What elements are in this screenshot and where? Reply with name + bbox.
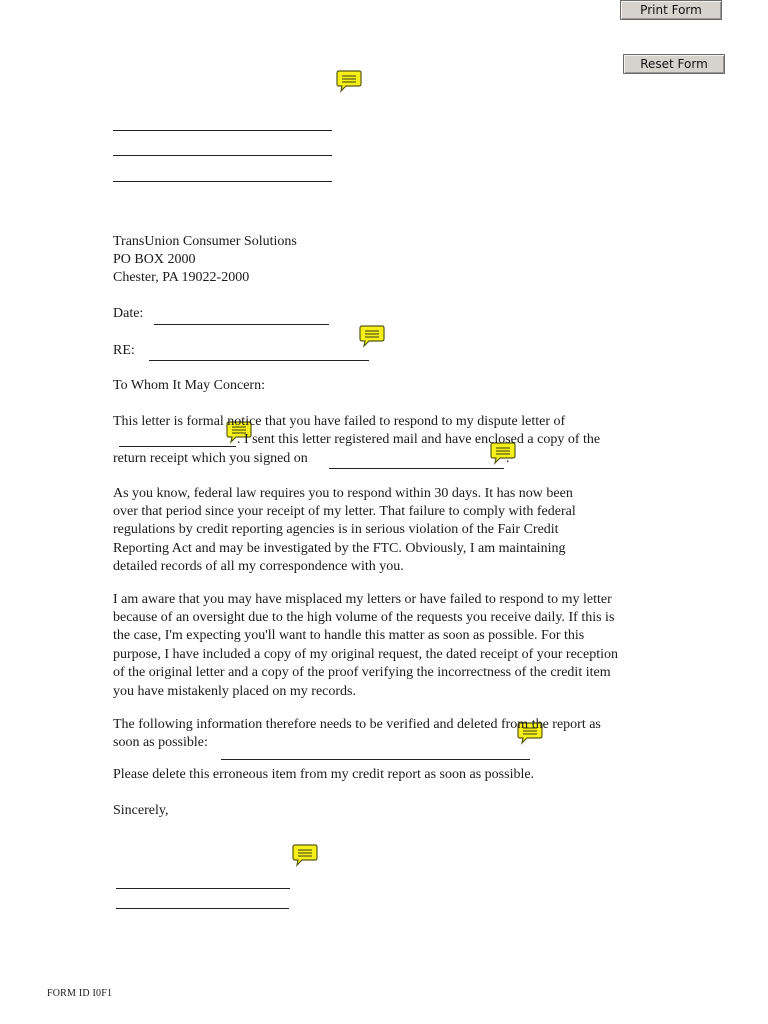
para4-line1: The following information therefore needs to be verified and deleted from the report as [113, 717, 601, 732]
date-label: Date: [113, 306, 144, 321]
comment-note-icon[interactable] [359, 324, 385, 348]
form-id: FORM ID I0F1 [47, 988, 113, 999]
comment-note-icon[interactable] [292, 843, 318, 867]
para5: Please delete this erroneous item from my credit report as soon as possible. [113, 767, 535, 782]
printed-name-field[interactable] [116, 908, 289, 909]
dispute-letter-date-field[interactable] [119, 446, 236, 447]
para3-line: because of an oversight due to the high volume of the requests you receive daily. If this is [113, 610, 615, 625]
para1-line3-end: . [506, 451, 510, 466]
para2-line: Reporting Act and may be investigated by the FTC. Obviously, I am maintaining [113, 541, 566, 556]
para1-line2: . I sent this letter registered mail and have enclosed a copy of the [237, 432, 601, 447]
para2-line: regulations by credit reporting agencies is in serious violation of the Fair Credit [113, 522, 559, 537]
sender-address-field[interactable] [113, 155, 332, 156]
para2-line: As you know, federal law requires you to respond within 30 days. It has now been [113, 486, 573, 501]
date-field[interactable] [154, 324, 329, 325]
para3-line: purpose, I have included a copy of my original request, the dated receipt of your reception [113, 647, 618, 662]
para2-line: over that period since your receipt of my letter. That failure to comply with federal [113, 504, 576, 519]
re-label: RE: [113, 343, 135, 358]
para3-line: of the original letter and a copy of the proof verifying the incorrectness of the credit item [113, 665, 611, 680]
reset-form-button[interactable]: Reset Form [623, 54, 725, 74]
para4-line2: soon as possible: [113, 735, 208, 750]
recipient-city: Chester, PA 19022-2000 [113, 270, 250, 285]
para1-line3: return receipt which you signed on [113, 451, 308, 466]
sender-name-field[interactable] [113, 130, 332, 131]
para2-line: detailed records of all my correspondence with you. [113, 559, 404, 574]
recipient-name: TransUnion Consumer Solutions [113, 234, 297, 249]
print-form-button[interactable]: Print Form [620, 0, 722, 20]
salutation: To Whom It May Concern: [113, 378, 265, 393]
receipt-signed-date-field[interactable] [329, 468, 504, 469]
para3-line: you have mistakenly placed on my records. [113, 684, 356, 699]
disputed-item-field[interactable] [221, 759, 530, 760]
para3-line: I am aware that you may have misplaced my letters or have failed to respond to my letter [113, 592, 612, 607]
signature-field[interactable] [116, 888, 290, 889]
recipient-pobox: PO BOX 2000 [113, 252, 196, 267]
para1-line1: This letter is formal notice that you have failed to respond to my dispute letter of [113, 414, 566, 429]
para3-line: the case, I'm expecting you'll want to handle this matter as soon as possible. For this [113, 628, 585, 643]
re-field[interactable] [149, 360, 369, 361]
sender-city-field[interactable] [113, 181, 332, 182]
comment-note-icon[interactable] [336, 69, 362, 93]
closing: Sincerely, [113, 803, 169, 818]
